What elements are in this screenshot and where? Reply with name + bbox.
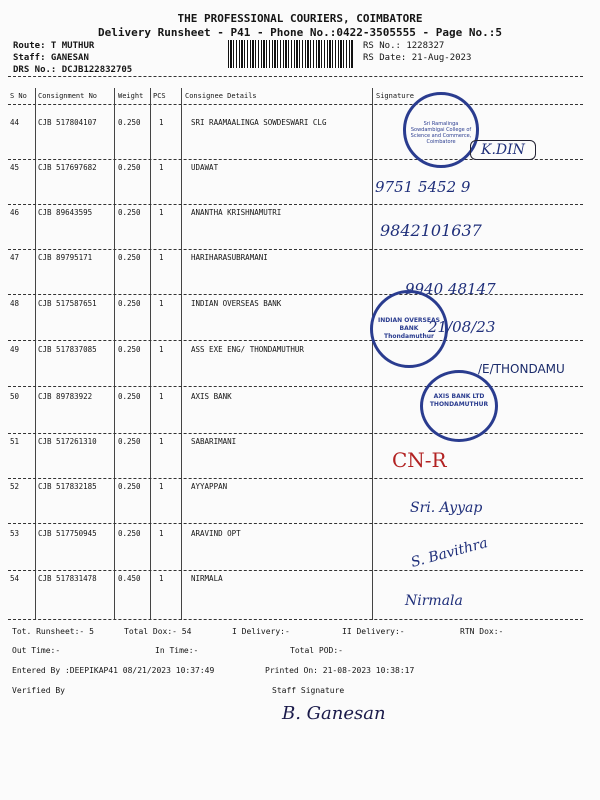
rtn-dox: RTN Dox:-	[460, 627, 504, 636]
rs-number: RS No.: 1228327	[363, 41, 445, 51]
col-pcs: PCS	[153, 92, 166, 100]
row-consignee: HARIHARASUBRAMANI	[191, 253, 268, 262]
row-weight: 0.250	[118, 299, 141, 308]
row-sno: 45	[10, 163, 20, 172]
row-separator	[8, 433, 583, 434]
signature-47: 9940 48147	[405, 280, 496, 298]
row-consignee: SABARIMANI	[191, 437, 237, 446]
signature-44: K.DIN	[470, 140, 536, 160]
col-weight: Weight	[118, 92, 144, 100]
row-consignment: CJB 517832185	[38, 482, 97, 491]
barcode	[228, 40, 353, 68]
ii-delivery: II Delivery:-	[342, 627, 405, 636]
table-top-rule	[8, 76, 583, 77]
column-divider	[181, 88, 182, 620]
row-consignment: CJB 517804107	[38, 118, 97, 127]
row-weight: 0.250	[118, 208, 141, 217]
tot-runsheet: Tot. Runsheet:- 5	[12, 627, 94, 636]
row-sno: 54	[10, 574, 20, 583]
row-separator	[8, 478, 583, 479]
column-divider	[372, 88, 373, 620]
row-consignee: INDIAN OVERSEAS BANK	[191, 299, 282, 308]
row-pcs: 1	[159, 163, 164, 172]
col-signature: Signature	[376, 92, 414, 100]
row-pcs: 1	[159, 345, 164, 354]
row-sno: 47	[10, 253, 20, 262]
rs-date: RS Date: 21-Aug-2023	[363, 53, 472, 63]
axis-stamp	[420, 370, 498, 442]
row-separator	[8, 340, 583, 341]
row-sno: 46	[10, 208, 20, 217]
row-separator	[8, 386, 583, 387]
college-stamp	[403, 92, 479, 168]
row-separator	[8, 619, 583, 620]
row-pcs: 1	[159, 118, 164, 127]
row-weight: 0.250	[118, 437, 141, 446]
col-consignee: Consignee Details	[185, 92, 257, 100]
row-sno: 50	[10, 392, 20, 401]
row-pcs: 1	[159, 529, 164, 538]
company-title: THE PROFESSIONAL COURIERS, COIMBATORE	[177, 12, 423, 25]
row-weight: 0.450	[118, 574, 141, 583]
row-sno: 51	[10, 437, 20, 446]
row-consignment: CJB 517587651	[38, 299, 97, 308]
total-pod: Total POD:-	[290, 646, 343, 655]
in-time: In Time:-	[155, 646, 199, 655]
row-pcs: 1	[159, 208, 164, 217]
verified-by: Verified By	[12, 686, 65, 695]
row-separator	[8, 294, 583, 295]
row-weight: 0.250	[118, 118, 141, 127]
row-consignment: CJB 517750945	[38, 529, 97, 538]
row-consignee: AXIS BANK	[191, 392, 232, 401]
column-divider	[35, 88, 36, 620]
row-consignment: CJB 89783922	[38, 392, 93, 401]
row-sno: 52	[10, 482, 20, 491]
row-weight: 0.250	[118, 529, 141, 538]
iob-stamp-text: INDIAN OVERSEAS BANK Thondamuthur	[378, 317, 440, 340]
row-sno: 49	[10, 345, 20, 354]
row-consignment: CJB 517831478	[38, 574, 97, 583]
signature-49: /E/THONDAMU	[478, 362, 565, 376]
row-sno: 44	[10, 118, 20, 127]
signature-46: 9842101637	[380, 221, 482, 240]
row-separator	[8, 570, 583, 571]
row-consignment: CJB 89795171	[38, 253, 93, 262]
row-pcs: 1	[159, 253, 164, 262]
row-separator	[8, 249, 583, 250]
row-consignee: UDAWAT	[191, 163, 219, 172]
column-divider	[150, 88, 151, 620]
row-separator	[8, 523, 583, 524]
row-weight: 0.250	[118, 392, 141, 401]
row-pcs: 1	[159, 482, 164, 491]
row-weight: 0.250	[118, 253, 141, 262]
printed-on: Printed On: 21-08-2023 10:38:17	[265, 666, 415, 675]
signature-51: CN-R	[392, 448, 447, 472]
staff-signature: B. Ganesan	[282, 703, 386, 724]
row-pcs: 1	[159, 574, 164, 583]
row-consignee: NIRMALA	[191, 574, 223, 583]
row-sno: 48	[10, 299, 20, 308]
i-delivery: I Delivery:-	[232, 627, 290, 636]
row-consignment: CJB 89643595	[38, 208, 93, 217]
college-stamp-text: Sri Ramalinga Sowdambigai College of Science and Commerce, Coimbatore	[410, 121, 472, 145]
drs-number: DRS No.: DCJB122832705	[13, 65, 133, 75]
row-separator	[8, 204, 583, 205]
row-consignee: ARAVIND OPT	[191, 529, 241, 538]
row-consignee: SRI RAAMAALINGA SOWDESWARI CLG	[191, 118, 327, 127]
col-consignment: Consignment No	[38, 92, 98, 100]
route: Route: T MUTHUR	[13, 41, 95, 51]
signature-54: Nirmala	[405, 593, 463, 609]
signature-48: 21/08/23	[428, 318, 496, 336]
row-sno: 53	[10, 529, 20, 538]
row-consignee: AYYAPPAN	[191, 482, 228, 491]
entered-by: Entered By :DEEPIKAP41 08/21/2023 10:37:49	[12, 666, 215, 675]
signature-52: Sri. Ayyap	[410, 500, 483, 516]
runsheet-subtitle: Delivery Runsheet - P41 - Phone No.:0422-3505555 - Page No.:5	[98, 26, 502, 39]
total-dox: Total Dox:- 54	[124, 627, 192, 636]
col-sno: S No	[10, 92, 27, 100]
signature-53: S. Bavithra	[409, 535, 490, 571]
column-divider	[114, 88, 115, 620]
row-consignment: CJB 517261310	[38, 437, 97, 446]
row-weight: 0.250	[118, 163, 141, 172]
row-consignment: CJB 517697682	[38, 163, 97, 172]
signature-45: 9751 5452 9	[375, 178, 471, 196]
row-consignee: ANANTHA KRISHNAMUTRI	[191, 208, 282, 217]
row-pcs: 1	[159, 437, 164, 446]
row-pcs: 1	[159, 299, 164, 308]
axis-stamp-text: AXIS BANK LTD THONDAMUTHUR	[429, 393, 489, 408]
row-weight: 0.250	[118, 482, 141, 491]
row-weight: 0.250	[118, 345, 141, 354]
staff: Staff: GANESAN	[13, 53, 89, 63]
row-consignment: CJB 517837085	[38, 345, 97, 354]
row-pcs: 1	[159, 392, 164, 401]
header-rule	[8, 104, 583, 105]
staff-signature-label: Staff Signature	[272, 686, 345, 695]
out-time: Out Time:-	[12, 646, 61, 655]
row-consignee: ASS EXE ENG/ THONDAMUTHUR	[191, 345, 304, 354]
